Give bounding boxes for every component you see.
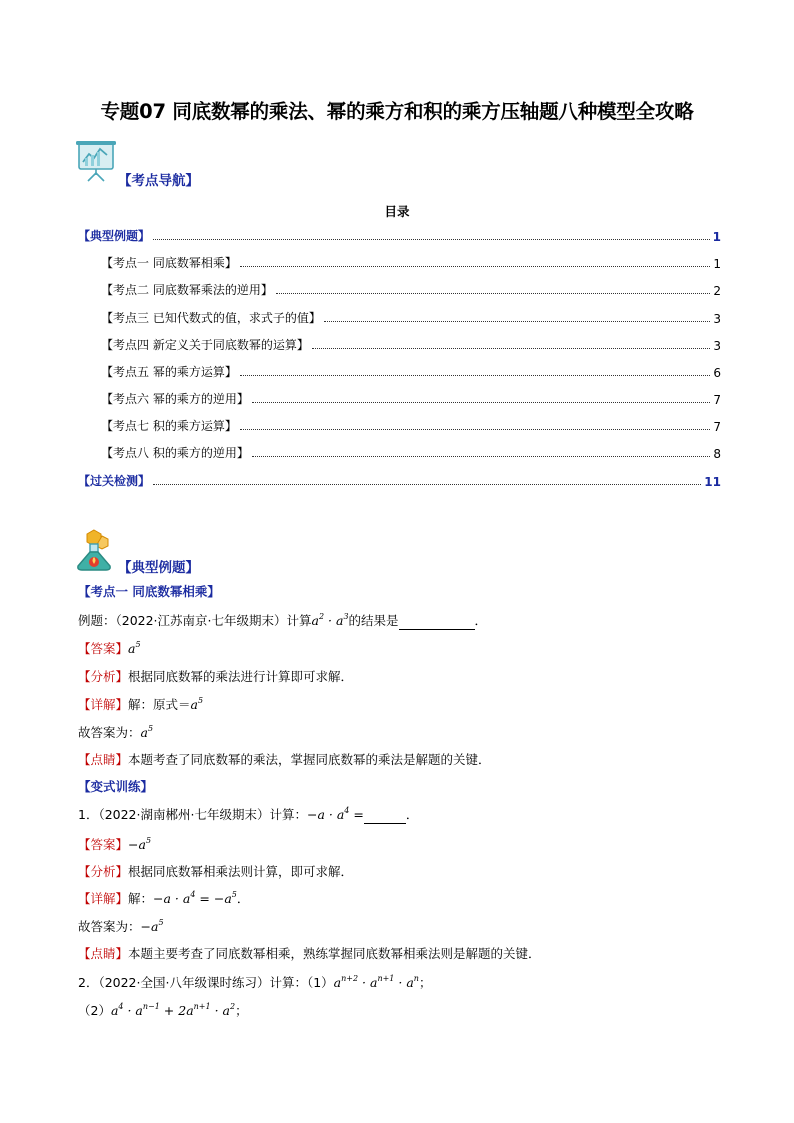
toc-row[interactable] <box>101 308 721 326</box>
example-comment: 【点睛】本题考查了同底数幂的乘法，掌握同底数幂的乘法是解题的关键． <box>78 752 491 767</box>
toc-row[interactable] <box>101 280 721 298</box>
toc-leader <box>324 321 711 322</box>
toc-leader <box>153 484 701 485</box>
toc-row[interactable] <box>101 443 721 461</box>
q1-answer: 【答案】$-a^5$ <box>78 836 152 852</box>
toc-leader <box>240 266 711 267</box>
math-a2-times-a3: $a^2 \cdot a^3$ <box>311 612 349 628</box>
toc-row[interactable] <box>101 389 721 407</box>
kp1-header: 【考点一 同底数幂相乘】 <box>78 584 220 599</box>
presentation-board-icon <box>76 140 116 182</box>
toc-page: 7 <box>713 393 721 407</box>
toc-title: 目录 <box>384 204 410 219</box>
q1-conclusion: 故答案为：$-a^5$ <box>78 918 164 934</box>
q1-question: 1．（2022·湖南郴州·七年级期末）计算：$-a \cdot a^4$ = ． <box>78 806 419 822</box>
example-conclusion: 故答案为：$a^5$ <box>78 724 154 740</box>
toc-leader <box>240 375 711 376</box>
q1-detail: 【详解】解：$-a \cdot a^4 = -a^5$． <box>78 890 250 906</box>
toc-label: 【考点三 已知代数式的值，求式子的值】 <box>101 311 321 325</box>
math-neg-a-times-a4: $-a \cdot a^4$ = <box>306 806 364 822</box>
example-analysis: 【分析】根据同底数幂的乘法进行计算即可求解． <box>78 669 354 684</box>
toc-page: 8 <box>713 447 721 461</box>
toc-row[interactable] <box>78 226 721 244</box>
answer-blank[interactable] <box>399 615 475 630</box>
toc-page: 1 <box>713 257 721 271</box>
toc-label: 【考点八 积的乘方的逆用】 <box>101 446 249 460</box>
toc-page: 2 <box>713 284 721 298</box>
q2-part2: $(2)a^4 \cdot a^{n-1} + 2a^{n+1} \cdot a^2$； <box>78 1002 248 1018</box>
toc-leader <box>252 456 711 457</box>
toc-label: 【考点二 同底数幂乘法的逆用】 <box>101 283 273 297</box>
toc-leader <box>240 429 711 430</box>
nav-header: 【考点导航】 <box>118 173 199 189</box>
toc-page: 1 <box>712 230 721 244</box>
toc-label: 【典型例题】 <box>78 229 151 243</box>
page-title: 专题07 同底数幂的乘法、幂的乘方和积的乘方压轴题八种模型全攻略 <box>100 100 694 123</box>
q2-question: 2．（2022·全国·八年级课时练习）计算：$(1)a^{n+2} \cdot a^{n+1} \cdot a^n$； <box>78 974 432 990</box>
toc-page: 3 <box>713 339 721 353</box>
toc-leader <box>276 293 711 294</box>
toc-label: 【考点一 同底数幂相乘】 <box>101 256 237 270</box>
q1-analysis: 【分析】根据同底数幂相乘法则计算，即可求解． <box>78 864 354 879</box>
toc-label: 【考点七 积的乘方运算】 <box>101 419 237 433</box>
answer-blank[interactable] <box>364 809 406 824</box>
toc-leader <box>312 348 711 349</box>
q1-comment: 【点睛】本题主要考查了同底数幂相乘，熟练掌握同底数幂相乘法则是解题的关键． <box>78 946 541 961</box>
toc-leader <box>252 402 711 403</box>
flask-icon <box>72 528 116 572</box>
toc-page: 6 <box>713 366 721 380</box>
toc-label: 【过关检测】 <box>78 474 151 488</box>
math-q2-part1: $a^{n+2} \cdot a^{n+1} \cdot a^n$ <box>333 974 419 990</box>
toc-row[interactable] <box>78 471 721 489</box>
toc-label: 【考点四 新定义关于同底数幂的运算】 <box>101 338 309 352</box>
toc-row[interactable] <box>101 253 721 271</box>
example-answer: 【答案】$a^5$ <box>78 640 141 656</box>
toc-label: 【考点五 幂的乘方运算】 <box>101 365 237 379</box>
toc-page: 11 <box>704 475 721 489</box>
toc-row[interactable] <box>101 416 721 434</box>
toc-leader <box>153 239 710 240</box>
example-detail: 【详解】解：原式$=a^5$ <box>78 696 204 712</box>
toc-label: 【考点六 幂的乘方的逆用】 <box>101 392 249 406</box>
examples-header: 【典型例题】 <box>118 560 199 576</box>
example-question: 例题：（2022·江苏南京·七年级期末）计算$a^2 \cdot a^3$的结果是 ． <box>78 612 488 628</box>
toc-row[interactable] <box>101 362 721 380</box>
math-q2-part2: $a^4 \cdot a^{n-1} + 2a^{n+1} \cdot a^2$ <box>110 1002 236 1018</box>
variant-header: 【变式训练】 <box>78 779 154 794</box>
toc-page: 7 <box>713 420 721 434</box>
toc-row[interactable] <box>101 335 721 353</box>
toc-page: 3 <box>713 312 721 326</box>
